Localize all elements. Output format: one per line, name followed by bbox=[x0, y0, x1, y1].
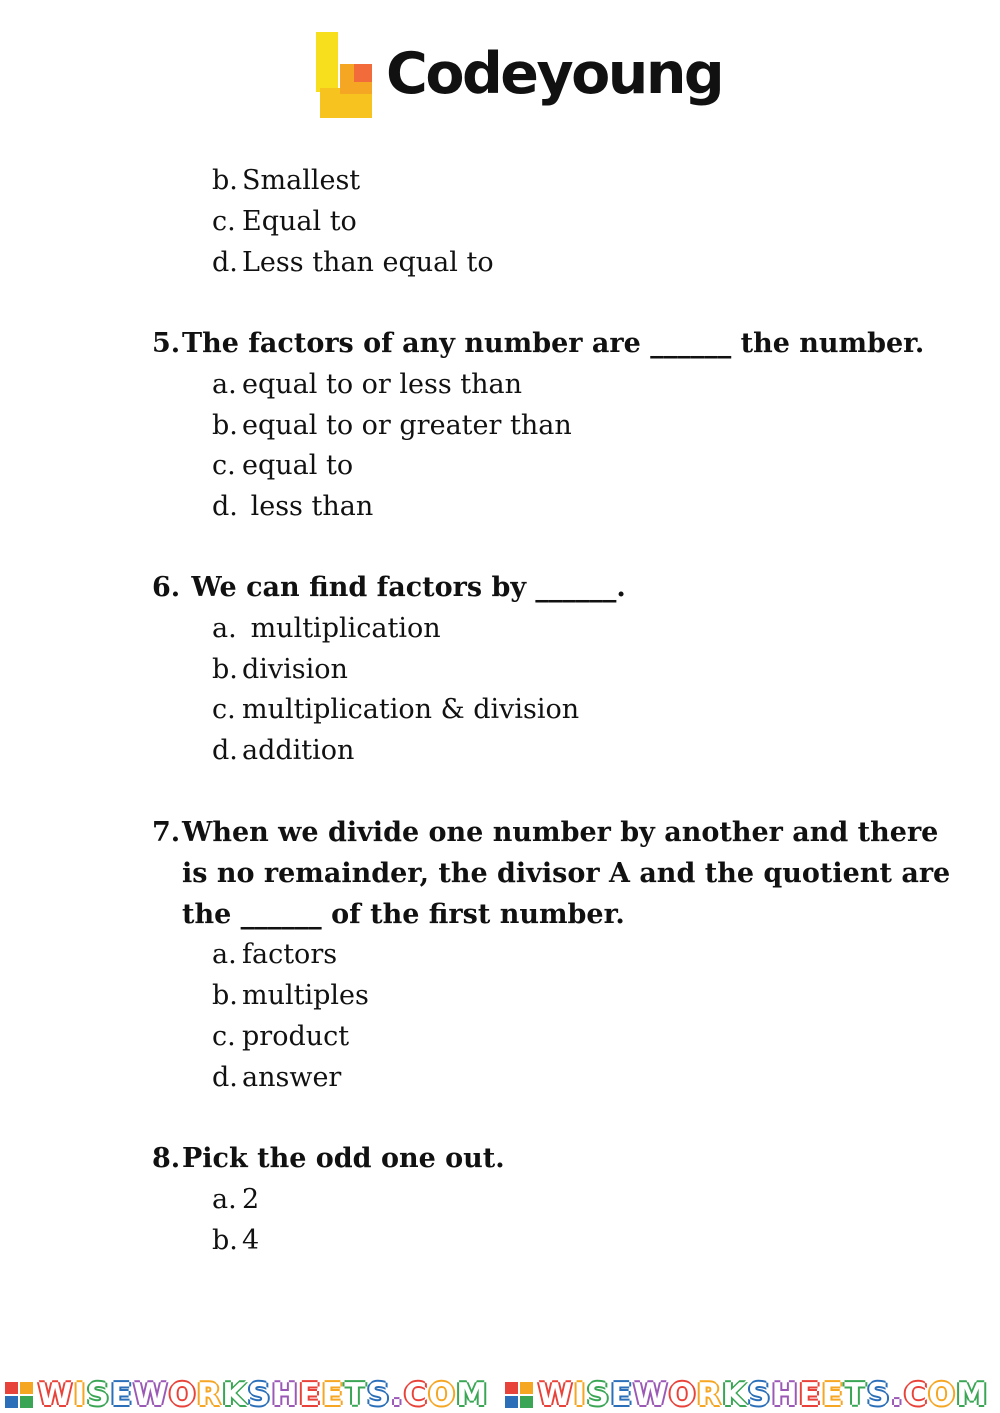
question-number: 6. bbox=[152, 572, 181, 603]
option-text: Less than equal to bbox=[242, 246, 494, 278]
option-letter: a. bbox=[212, 612, 237, 644]
answer-option bbox=[212, 730, 354, 771]
question-number: 5. bbox=[152, 328, 181, 359]
footer-watermark bbox=[0, 1374, 1000, 1413]
option-text: multiplication bbox=[242, 612, 441, 644]
option-letter: d. bbox=[212, 735, 238, 767]
footer-watermark-text: WISEWORKSHEETS.COM bbox=[538, 1377, 989, 1413]
option-text: answer bbox=[242, 1061, 342, 1093]
answer-option bbox=[212, 649, 348, 690]
option-text: equal to or less than bbox=[242, 368, 523, 400]
answer-option bbox=[212, 689, 579, 730]
option-text: factors bbox=[242, 939, 338, 971]
option-text: Smallest bbox=[242, 165, 361, 196]
footer-watermark-right bbox=[500, 1374, 1000, 1413]
footer-watermark-text: WISEWORKSHEETS.COM bbox=[38, 1377, 489, 1413]
answer-option bbox=[212, 160, 360, 201]
option-text: 4 bbox=[242, 1224, 260, 1256]
option-letter: c. bbox=[212, 205, 236, 237]
answer-option bbox=[212, 201, 357, 242]
option-text: Equal to bbox=[242, 205, 357, 237]
wise-worksheets-logo-icon bbox=[504, 1381, 534, 1409]
logo-yellow-bar bbox=[316, 32, 338, 92]
codeyoung-logo-icon bbox=[310, 30, 380, 125]
answer-option bbox=[212, 405, 572, 446]
footer-watermark-left bbox=[0, 1374, 500, 1413]
answer-option bbox=[212, 975, 369, 1016]
answer-option bbox=[212, 486, 373, 527]
option-text: less than bbox=[242, 491, 374, 523]
option-letter: b. bbox=[212, 1224, 238, 1256]
option-letter: d. bbox=[212, 1061, 238, 1093]
option-text: product bbox=[242, 1021, 350, 1052]
option-letter: b. bbox=[212, 165, 238, 196]
option-letter: d. bbox=[212, 246, 238, 278]
option-letter: c. bbox=[212, 1021, 236, 1052]
option-text: division bbox=[242, 653, 348, 685]
wise-worksheets-logo-icon bbox=[4, 1381, 34, 1409]
option-letter: a. bbox=[212, 939, 237, 971]
question-text: The factors of any number are ______ the number. bbox=[182, 328, 925, 359]
answer-option bbox=[212, 608, 441, 649]
answer-option bbox=[212, 364, 522, 405]
option-letter: a. bbox=[212, 1183, 237, 1215]
option-text: addition bbox=[242, 735, 355, 767]
option-letter: a. bbox=[212, 368, 237, 400]
option-text: multiples bbox=[242, 980, 369, 1012]
answer-option bbox=[212, 1016, 349, 1057]
answer-option bbox=[212, 934, 337, 975]
option-text: 2 bbox=[242, 1183, 260, 1215]
option-letter: b. bbox=[212, 409, 238, 441]
option-text: equal to bbox=[242, 450, 354, 482]
question-text: is no remainder, the divisor A and the quotient are bbox=[182, 857, 951, 889]
option-text: equal to or greater than bbox=[242, 409, 572, 441]
logo-red-block bbox=[354, 64, 372, 82]
option-letter: c. bbox=[212, 450, 236, 482]
option-letter: c. bbox=[212, 694, 236, 726]
answer-option bbox=[212, 1179, 259, 1220]
question-text: Pick the odd one out. bbox=[182, 1143, 505, 1174]
question-text: the ______ of the first number. bbox=[182, 898, 625, 930]
question-number: 8. bbox=[152, 1143, 181, 1174]
option-letter: b. bbox=[212, 980, 238, 1012]
codeyoung-logo bbox=[310, 30, 723, 130]
question-text: When we divide one number by another and there bbox=[182, 817, 939, 848]
codeyoung-logo-text: Codeyoung bbox=[386, 41, 723, 107]
option-letter: d. bbox=[212, 491, 238, 523]
answer-option bbox=[212, 242, 494, 283]
question-number: 7. bbox=[152, 817, 181, 848]
question-text: We can find factors by ______. bbox=[182, 572, 626, 603]
answer-option bbox=[212, 445, 353, 486]
option-letter: b. bbox=[212, 653, 238, 685]
answer-option bbox=[212, 1057, 341, 1098]
option-text: multiplication & division bbox=[242, 694, 580, 726]
answer-option bbox=[212, 1220, 259, 1261]
